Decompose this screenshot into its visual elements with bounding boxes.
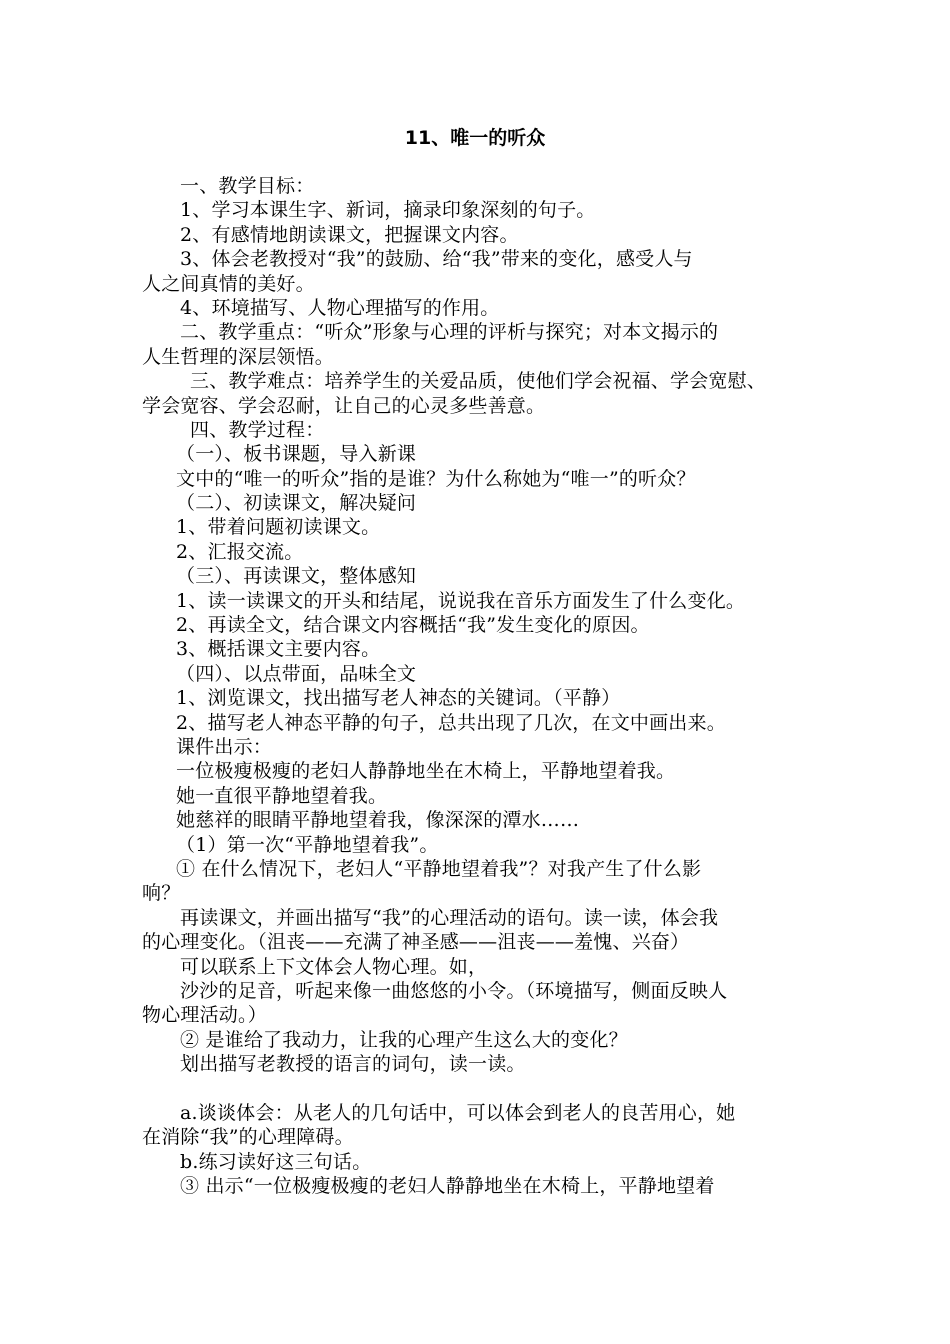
- paragraph-line: 的心理变化。（沮丧——充满了神圣感——沮丧——羞愧、兴奋）: [142, 931, 690, 954]
- paragraph-line: 1、浏览课文，找出描写老人神态的关键词。（平静）: [176, 687, 621, 710]
- quote-line: 她一直很平静地望着我。: [176, 784, 388, 807]
- paragraph-line: 2、描写老人神态平静的句子，总共出现了几次，在文中画出来。: [176, 711, 726, 734]
- paragraph-line: 文中的“唯一的听众”指的是谁？为什么称她为“唯一”的听众？: [176, 467, 696, 490]
- paragraph-line: 人生哲理的深层领悟。: [142, 345, 335, 368]
- document-body: [142, 174, 822, 1198]
- quote-line: 一位极瘦极瘦的老妇人静静地坐在木椅上，平静地望着我。: [176, 760, 676, 783]
- paragraph-line: ① 在什么情况下，老妇人“平静地望着我”？对我产生了什么影: [176, 857, 702, 880]
- paragraph-line: 3、体会老教授对“我”的鼓励、给“我”带来的变化，感受人与: [180, 248, 693, 271]
- paragraph-line: 4、环境描写、人物心理描写的作用。: [180, 296, 500, 319]
- paragraph-line: b.练习读好这三句话。: [180, 1150, 372, 1173]
- paragraph-line: 再读课文，并画出描写“我”的心理活动的语句。读一读，体会我: [180, 906, 719, 929]
- paragraph-line: 物心理活动。）: [142, 1004, 267, 1027]
- paragraph-line: （1）第一次“平静地望着我”。: [176, 833, 439, 856]
- paragraph-line: 学会宽容、学会忍耐，让自己的心灵多些善意。: [142, 394, 546, 417]
- document-title: 11、唯一的听众: [404, 127, 546, 149]
- paragraph-line: 2、汇报交流。: [176, 540, 304, 563]
- quote-line: 她慈祥的眼睛平静地望着我，像深深的潭水……: [176, 809, 580, 832]
- blank-line: [142, 1076, 822, 1100]
- paragraph-line: 2、再读全文，结合课文内容概括“我”发生变化的原因。: [176, 614, 650, 637]
- paragraph-line: 3、概括课文主要内容。: [176, 638, 381, 661]
- paragraph-line: a.谈谈体会：从老人的几句话中，可以体会到老人的良苦用心，她: [180, 1101, 736, 1124]
- paragraph-line: 课件出示：: [176, 735, 273, 758]
- paragraph-line: 2、有感情地朗读课文，把握课文内容。: [180, 223, 519, 246]
- paragraph-line: 可以联系上下文体会人物心理。如，: [180, 955, 488, 978]
- paragraph-line: 划出描写老教授的语言的词句，读一读。: [180, 1053, 526, 1076]
- paragraph-line: 在消除“我”的心理障碍。: [142, 1126, 354, 1149]
- paragraph-line: 沙沙的足音，听起来像一曲悠悠的小令。（环境描写，侧面反映人: [180, 979, 728, 1002]
- paragraph-line: 1、学习本课生字、新词，摘录印象深刻的句子。: [180, 199, 596, 222]
- paragraph-line: 1、读一读课文的开头和结尾，说说我在音乐方面发生了什么变化。: [176, 589, 746, 612]
- subsection-heading: （四）、以点带面，品味全文: [176, 662, 417, 685]
- section-heading: 一、教学目标：: [180, 175, 315, 197]
- paragraph-line: 1、带着问题初读课文。: [176, 516, 381, 539]
- paragraph-line: 人之间真情的美好。: [142, 272, 315, 295]
- section-heading: 三、教学难点：培养学生的关爱品质，使他们学会祝福、学会宽慰、: [190, 370, 767, 393]
- subsection-heading: （二）、初读课文，解决疑问: [176, 492, 417, 515]
- section-heading: 二、教学重点：“听众”形象与心理的评析与探究；对本文揭示的: [180, 321, 719, 344]
- paragraph-line: ③ 出示“一位极瘦极瘦的老妇人静静地坐在木椅上，平静地望着: [180, 1175, 715, 1198]
- subsection-heading: （一）、板书课题，导入新课: [176, 443, 417, 466]
- section-heading: 四、教学过程：: [190, 418, 325, 441]
- paragraph-line: 响？: [142, 882, 181, 905]
- subsection-heading: （三）、再读课文，整体感知: [176, 565, 417, 588]
- paragraph-line: ② 是谁给了我动力，让我的心理产生这么大的变化？: [180, 1028, 628, 1051]
